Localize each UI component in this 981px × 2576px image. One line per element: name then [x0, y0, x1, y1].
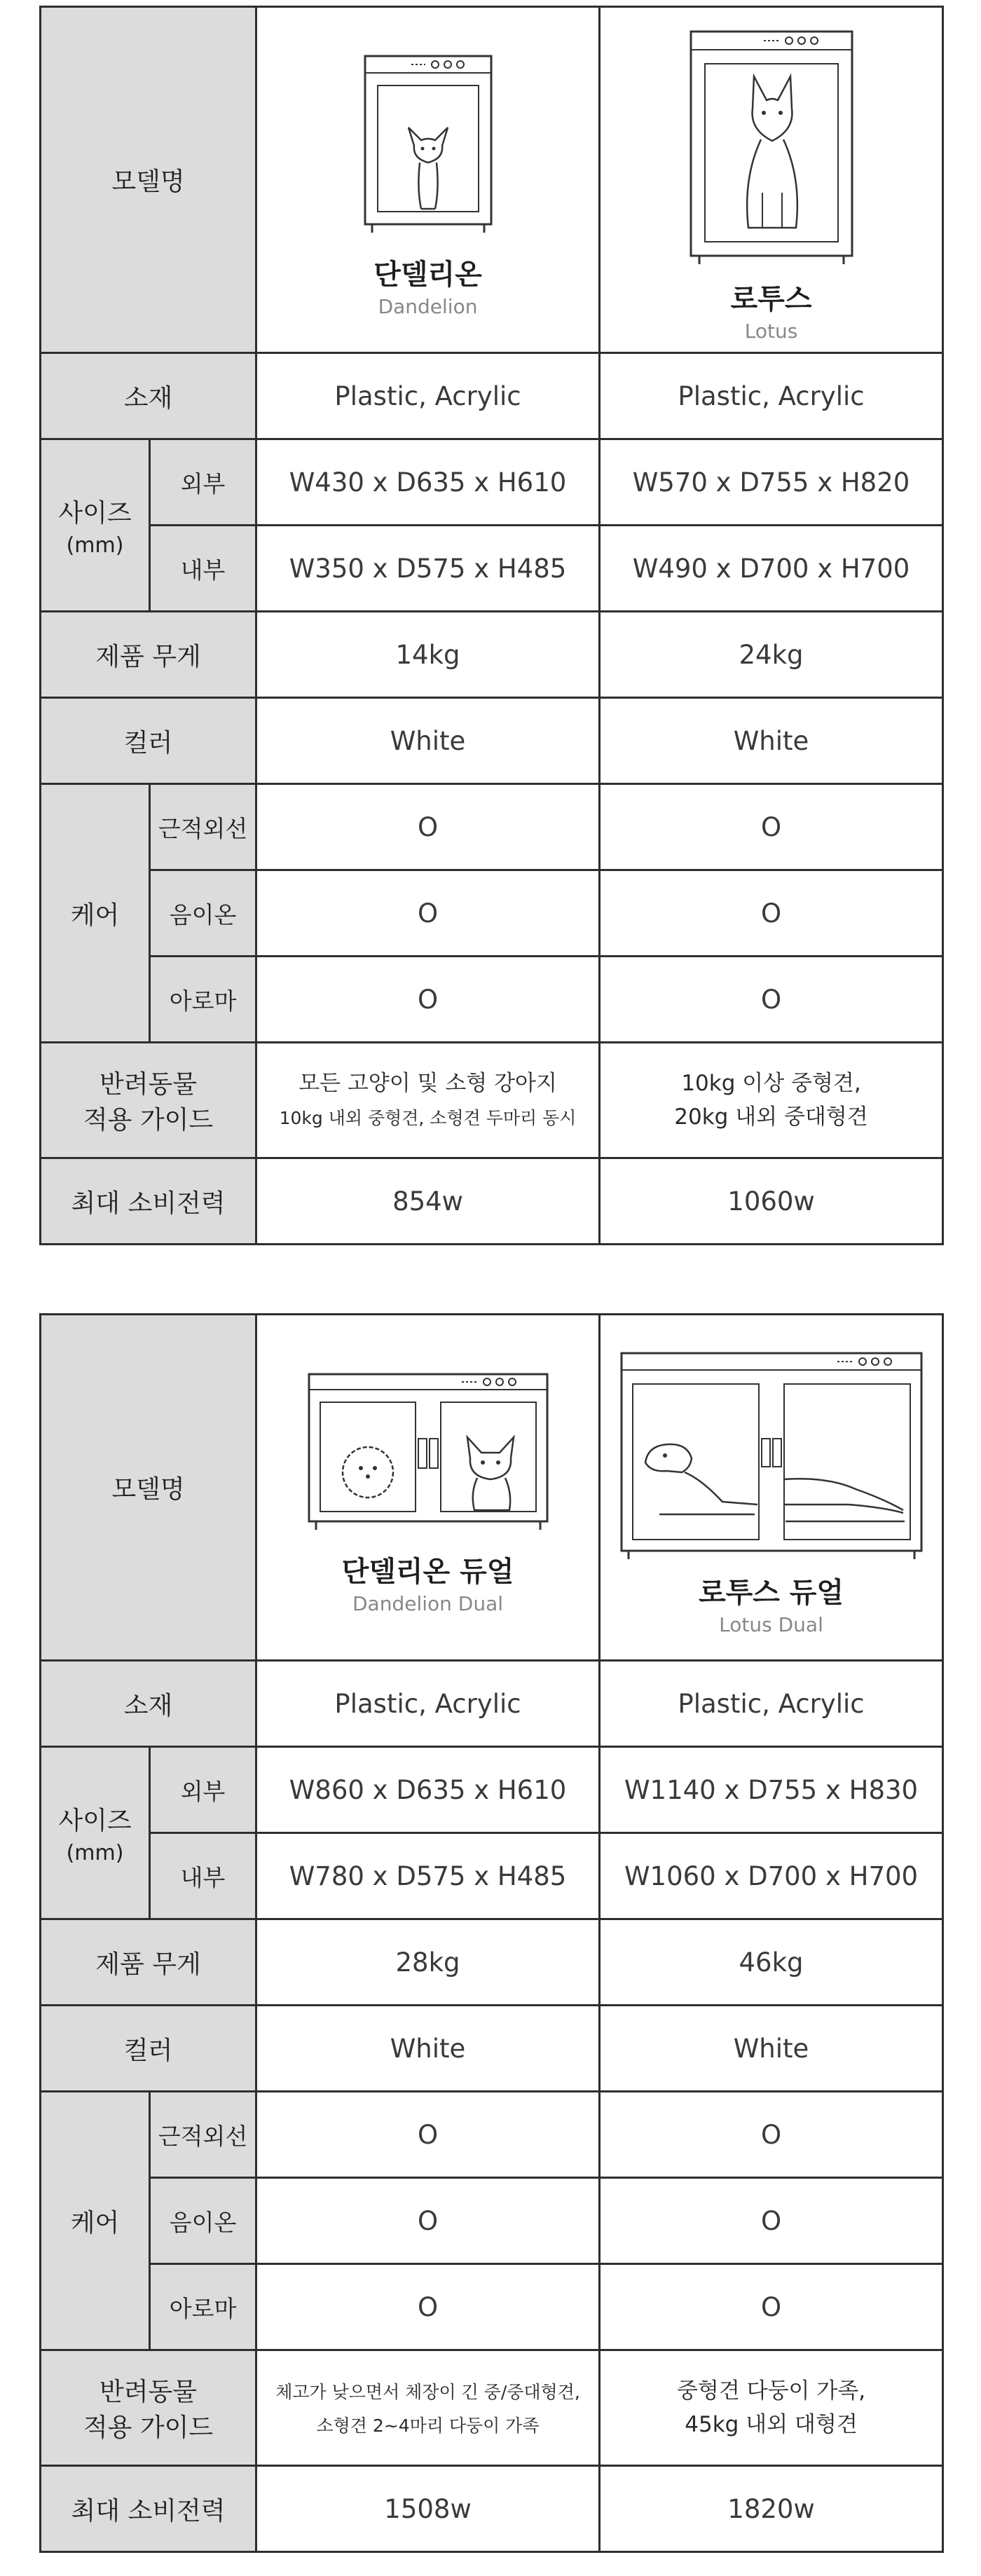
- label-care-infrared: 근적외선: [150, 2092, 256, 2178]
- power-value: 1508w: [256, 2466, 600, 2552]
- label-guide: [41, 2350, 256, 2466]
- material-value: Plastic, Acrylic: [256, 1661, 600, 1747]
- label-care-aroma: 아로마: [150, 2264, 256, 2350]
- guide-value: [256, 2350, 600, 2466]
- material-value: Plastic, Acrylic: [600, 353, 943, 439]
- label-model: 모델명: [41, 7, 256, 353]
- care-value: O: [256, 957, 600, 1043]
- guide-main: 모든 고양이 및 소형 강아지: [299, 1070, 557, 1096]
- care-value: O: [256, 2092, 600, 2178]
- care-value: O: [256, 870, 600, 957]
- outer-size-value: W430 x D635 x H610: [256, 439, 600, 526]
- label-guide-line1: 반려동물: [99, 1070, 198, 1099]
- label-care-anion: 음이온: [150, 2178, 256, 2264]
- power-value: 854w: [256, 1158, 600, 1245]
- color-value: White: [600, 2006, 943, 2092]
- label-guide-line1: 반려동물: [99, 2378, 198, 2406]
- model-name-en: Lotus: [744, 319, 798, 343]
- model-cell-dandelion-dual: [256, 1315, 600, 1661]
- guide-value: [600, 1043, 943, 1158]
- power-value: 1060w: [600, 1158, 943, 1245]
- guide-sub: 20kg 내외 중대형견: [674, 1104, 868, 1130]
- label-size: [41, 439, 150, 612]
- label-outer: 외부: [150, 439, 256, 526]
- guide-sub: 10kg 내외 중형견, 소형견 두마리 동시: [279, 1108, 577, 1128]
- care-value: O: [256, 2264, 600, 2350]
- care-value: O: [600, 957, 943, 1043]
- label-size-text: 사이즈: [58, 1806, 132, 1835]
- label-model: 모델명: [41, 1315, 256, 1661]
- label-material: 소재: [41, 1661, 256, 1747]
- label-weight: 제품 무게: [41, 612, 256, 698]
- label-care-anion: 음이온: [150, 870, 256, 957]
- care-value: O: [600, 2178, 943, 2264]
- guide-value: [600, 2350, 943, 2466]
- weight-value: 28kg: [256, 1919, 600, 2006]
- label-outer: 외부: [150, 1747, 256, 1833]
- label-size: [41, 1747, 150, 1919]
- care-value: O: [256, 784, 600, 870]
- label-inner: 내부: [150, 1833, 256, 1919]
- color-value: White: [256, 2006, 600, 2092]
- weight-value: 24kg: [600, 612, 943, 698]
- color-value: White: [600, 698, 943, 784]
- guide-main: 중형견 다둥이 가족,: [676, 2378, 866, 2404]
- material-value: Plastic, Acrylic: [600, 1661, 943, 1747]
- outer-size-value: W1140 x D755 x H830: [600, 1747, 943, 1833]
- guide-sub: 소형견 2~4마리 다둥이 가족: [316, 2416, 540, 2436]
- lotus-dual-dryer-icon: [617, 1339, 926, 1563]
- inner-size-value: W780 x D575 x H485: [256, 1833, 600, 1919]
- label-power: 최대 소비전력: [41, 1158, 256, 1245]
- weight-value: 46kg: [600, 1919, 943, 2006]
- material-value: Plastic, Acrylic: [256, 353, 600, 439]
- label-size-unit: (mm): [66, 1840, 124, 1865]
- label-guide-line2: 적용 가이드: [83, 2413, 214, 2442]
- care-value: O: [600, 784, 943, 870]
- guide-main: 10kg 이상 중형견,: [681, 1070, 861, 1096]
- lotus-dryer-icon: [684, 18, 859, 270]
- model-cell-lotus: [600, 7, 943, 353]
- model-name: 단델리온: [373, 258, 482, 291]
- spec-table-dual: [39, 1313, 944, 2553]
- inner-size-value: W350 x D575 x H485: [256, 526, 600, 612]
- outer-size-value: W570 x D755 x H820: [600, 439, 943, 526]
- color-value: White: [256, 698, 600, 784]
- label-color: 컬러: [41, 2006, 256, 2092]
- model-name: 로투스: [730, 282, 812, 315]
- label-guide-line2: 적용 가이드: [83, 1106, 214, 1135]
- model-cell-dandelion: [256, 7, 600, 353]
- care-value: O: [256, 2178, 600, 2264]
- label-care: 케어: [41, 2092, 150, 2350]
- outer-size-value: W860 x D635 x H610: [256, 1747, 600, 1833]
- guide-value: [256, 1043, 600, 1158]
- label-guide: [41, 1043, 256, 1158]
- guide-sub: 45kg 내외 대형견: [685, 2412, 858, 2437]
- label-size-text: 사이즈: [58, 498, 132, 528]
- label-inner: 내부: [150, 526, 256, 612]
- model-name-en: Lotus Dual: [719, 1612, 823, 1636]
- model-name: 로투스 듀얼: [698, 1576, 844, 1609]
- care-value: O: [600, 2264, 943, 2350]
- model-name-en: Dandelion: [378, 294, 478, 318]
- power-value: 1820w: [600, 2466, 943, 2552]
- dandelion-dryer-icon: [344, 42, 512, 245]
- label-care-infrared: 근적외선: [150, 784, 256, 870]
- label-power: 최대 소비전력: [41, 2466, 256, 2552]
- label-weight: 제품 무게: [41, 1919, 256, 2006]
- inner-size-value: W1060 x D700 x H700: [600, 1833, 943, 1919]
- weight-value: 14kg: [256, 612, 600, 698]
- model-cell-lotus-dual: [600, 1315, 943, 1661]
- label-color: 컬러: [41, 698, 256, 784]
- care-value: O: [600, 2092, 943, 2178]
- model-name: 단델리온 듀얼: [341, 1555, 514, 1588]
- dandelion-dual-dryer-icon: [302, 1360, 554, 1542]
- label-care-aroma: 아로마: [150, 957, 256, 1043]
- spec-table-single: [39, 6, 944, 1245]
- inner-size-value: W490 x D700 x H700: [600, 526, 943, 612]
- care-value: O: [600, 870, 943, 957]
- model-name-en: Dandelion Dual: [352, 1591, 504, 1615]
- label-size-unit: (mm): [66, 533, 124, 558]
- label-care: 케어: [41, 784, 150, 1043]
- guide-main: 체고가 낮으면서 체장이 긴 중/중대형견,: [275, 2381, 580, 2402]
- label-material: 소재: [41, 353, 256, 439]
